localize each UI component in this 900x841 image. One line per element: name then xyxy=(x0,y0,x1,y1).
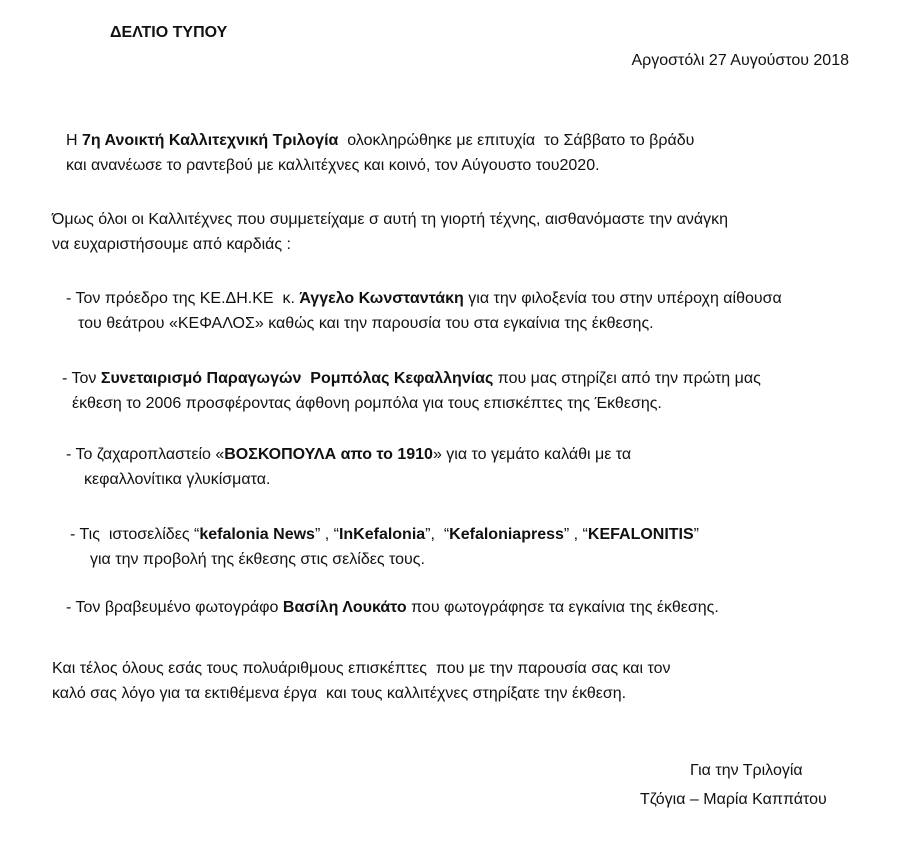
website-name: kefalonia News xyxy=(199,526,315,543)
item-3-line-1 xyxy=(66,445,631,465)
item-1-line-2: του θεάτρου «ΚΕΦΑΛΟΣ» καθώς και την παρουσία του στα εγκαίνια της έκθεσης. xyxy=(78,315,654,332)
text: - Το ζαχαροπλαστείο « xyxy=(66,446,225,463)
place-date: Αργοστόλι 27 Αυγούστου 2018 xyxy=(631,52,849,69)
item-1-line-1 xyxy=(66,289,782,309)
item-2-line-2: έκθεση το 2006 προσφέροντας άφθονη ρομπόλα για τους επισκέπτες της Έκθεσης. xyxy=(72,395,662,412)
text: που μας στηρίζει από την πρώτη μας xyxy=(493,370,761,387)
signature-line-1: Για την Τριλογία xyxy=(690,762,803,779)
text: για την φιλοξενία του στην υπέροχη αίθουσα xyxy=(463,290,782,307)
website-name: InKefalonia xyxy=(338,526,426,543)
text: - Τον xyxy=(62,370,101,387)
closing-line-2: καλό σας λόγο για τα εκτιθέμενα έργα και τους καλλιτέχνες στηρίξατε την έκθεση. xyxy=(52,685,627,702)
text: - Τον βραβευμένο φωτογράφο xyxy=(66,599,283,616)
business-name: ΒΟΣΚΟΠΟΥΛΑ απο το 1910 xyxy=(224,446,433,463)
person-name: Άγγελο Κωνσταντάκη xyxy=(299,290,464,307)
item-4-line-2: για την προβολή της έκθεσης στις σελίδες τους. xyxy=(90,551,425,568)
event-name: 7η Ανοικτή Καλλιτεχνική Τριλογία xyxy=(82,132,339,149)
photographer-name: Βασίλη Λουκάτο xyxy=(282,599,407,616)
text: ” xyxy=(693,526,699,543)
item-4-line-1 xyxy=(70,525,699,545)
website-name: Kefaloniapress xyxy=(449,526,564,543)
thanks-line-2: να ευχαριστήσουμε από καρδιάς : xyxy=(52,236,291,253)
text: - Τις ιστοσελίδες “ xyxy=(70,526,200,543)
thanks-line-1: Όμως όλοι οι Καλλιτέχνες που συμμετείχαμε σ αυτή τη γιορτή τέχνης, αισθανόμαστε την ανάγκη xyxy=(52,211,728,228)
text: ” , “ xyxy=(563,526,588,543)
item-3-line-2: κεφαλλονίτικα γλυκίσματα. xyxy=(84,471,271,488)
intro-line-1 xyxy=(66,131,694,151)
text: ολοκληρώθηκε με επιτυχία το Σάββατο το βράδυ xyxy=(338,132,695,149)
item-5-line-1 xyxy=(66,598,719,618)
item-2-line-1 xyxy=(62,369,761,389)
intro-line-2: και ανανέωσε το ραντεβού με καλλιτέχνες και κοινό, τον Αύγουστο του2020. xyxy=(66,157,600,174)
document-heading: ΔΕΛΤΙΟ ΤΥΠΟΥ xyxy=(110,24,228,41)
text: - Τον πρόεδρο της ΚΕ.ΔΗ.ΚΕ κ. xyxy=(66,290,300,307)
text: Η xyxy=(66,132,82,149)
text: » για το γεμάτο καλάθι με τα xyxy=(432,446,632,463)
text: ” , “ xyxy=(314,526,339,543)
website-name: KEFALONITIS xyxy=(587,526,694,543)
text: ”, “ xyxy=(425,526,450,543)
organization-name: Συνεταιρισμό Παραγωγών Ρομπόλας Κεφαλληνίας xyxy=(100,370,494,387)
text: που φωτογράφησε τα εγκαίνια της έκθεσης. xyxy=(406,599,719,616)
signature-line-2: Τζόγια – Μαρία Καππάτου xyxy=(640,791,827,808)
closing-line-1: Και τέλος όλους εσάς τους πολυάριθμους επισκέπτες που με την παρουσία σας και τον xyxy=(52,660,671,677)
